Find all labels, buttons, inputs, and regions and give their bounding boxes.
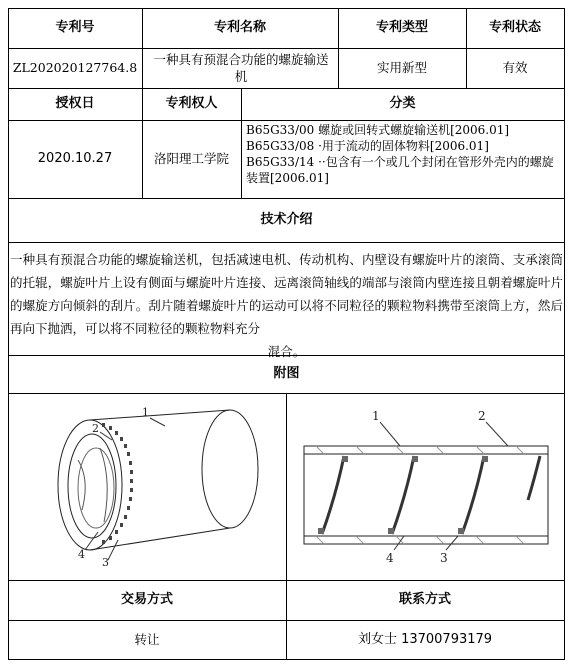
tech-intro-text [10,248,563,363]
contact-header: 联系方式 [398,592,451,607]
grant-date-value: 2020.10.27 [37,151,113,166]
drawing-label: 1 [142,406,149,419]
trade-method-header: 交易方式 [120,592,173,607]
drawing-label: 2 [92,422,99,435]
tech-intro-title: 技术介绍 [260,212,313,227]
patent-name-value: 一种具有预混合功能的螺旋输送机 [153,52,329,84]
classification-header: 分类 [389,96,416,111]
owner-value: 洛阳理工学院 [153,151,229,166]
contact-value: 刘女士 13700793179 [357,631,493,647]
classification-item: B65G33/00 螺旋或回转式螺旋输送机[2006.01] [246,123,510,137]
patent-name-header: 专利名称 [213,20,266,35]
trade-method-value: 转让 [134,631,160,647]
patent-status-header: 专利状态 [488,20,541,35]
patent-status-value: 有效 [502,60,528,75]
patent-no-header: 专利号 [55,20,95,35]
patent-no-value: ZL202020127764.8 [12,60,138,75]
patent-type-header: 专利类型 [375,20,428,35]
rule [8,242,565,243]
drum-perspective-drawing [30,400,270,570]
tech-intro-tail: 混合。 [267,344,306,359]
drum-section-drawing [296,400,558,570]
owner-header: 专利权人 [165,96,218,111]
classification-item: B65G33/08 ·用于流动的固体物料[2006.01] [246,139,489,153]
classification-list [246,122,564,186]
drawing-label: 2 [478,409,486,423]
drawing-label: 4 [386,551,394,565]
tech-intro-body: 一种具有预混合功能的螺旋输送机，包括减速电机、传动机构、内壁设有螺旋叶片的滚筒、支承滚筒的托辊，螺旋叶片上设有侧面与螺旋叶片连接、远离滚筒轴线的端部与滚筒内壁连接且朝着螺旋叶片的螺旋方向倾斜的刮片。刮片随着螺旋叶片的运动可以将不同粒径的颗粒物料携带至滚筒上方，然后再向下抛洒，可以将不同粒径的颗粒物料充分 [10,252,563,336]
drawing-label: 1 [372,409,380,423]
grant-date-header: 授权日 [55,96,95,111]
patent-type-value: 实用新型 [376,60,427,75]
figure-title: 附图 [273,366,300,381]
border-bottom [8,659,565,660]
drawing-label: 3 [440,551,448,565]
drawing-label: 4 [78,548,85,561]
border-right [564,8,565,660]
drawing-label: 3 [102,556,109,569]
classification-item: B65G33/14 ··包含有一个或几个封闭在管形外壳内的螺旋装置[2006.01] [246,155,554,185]
